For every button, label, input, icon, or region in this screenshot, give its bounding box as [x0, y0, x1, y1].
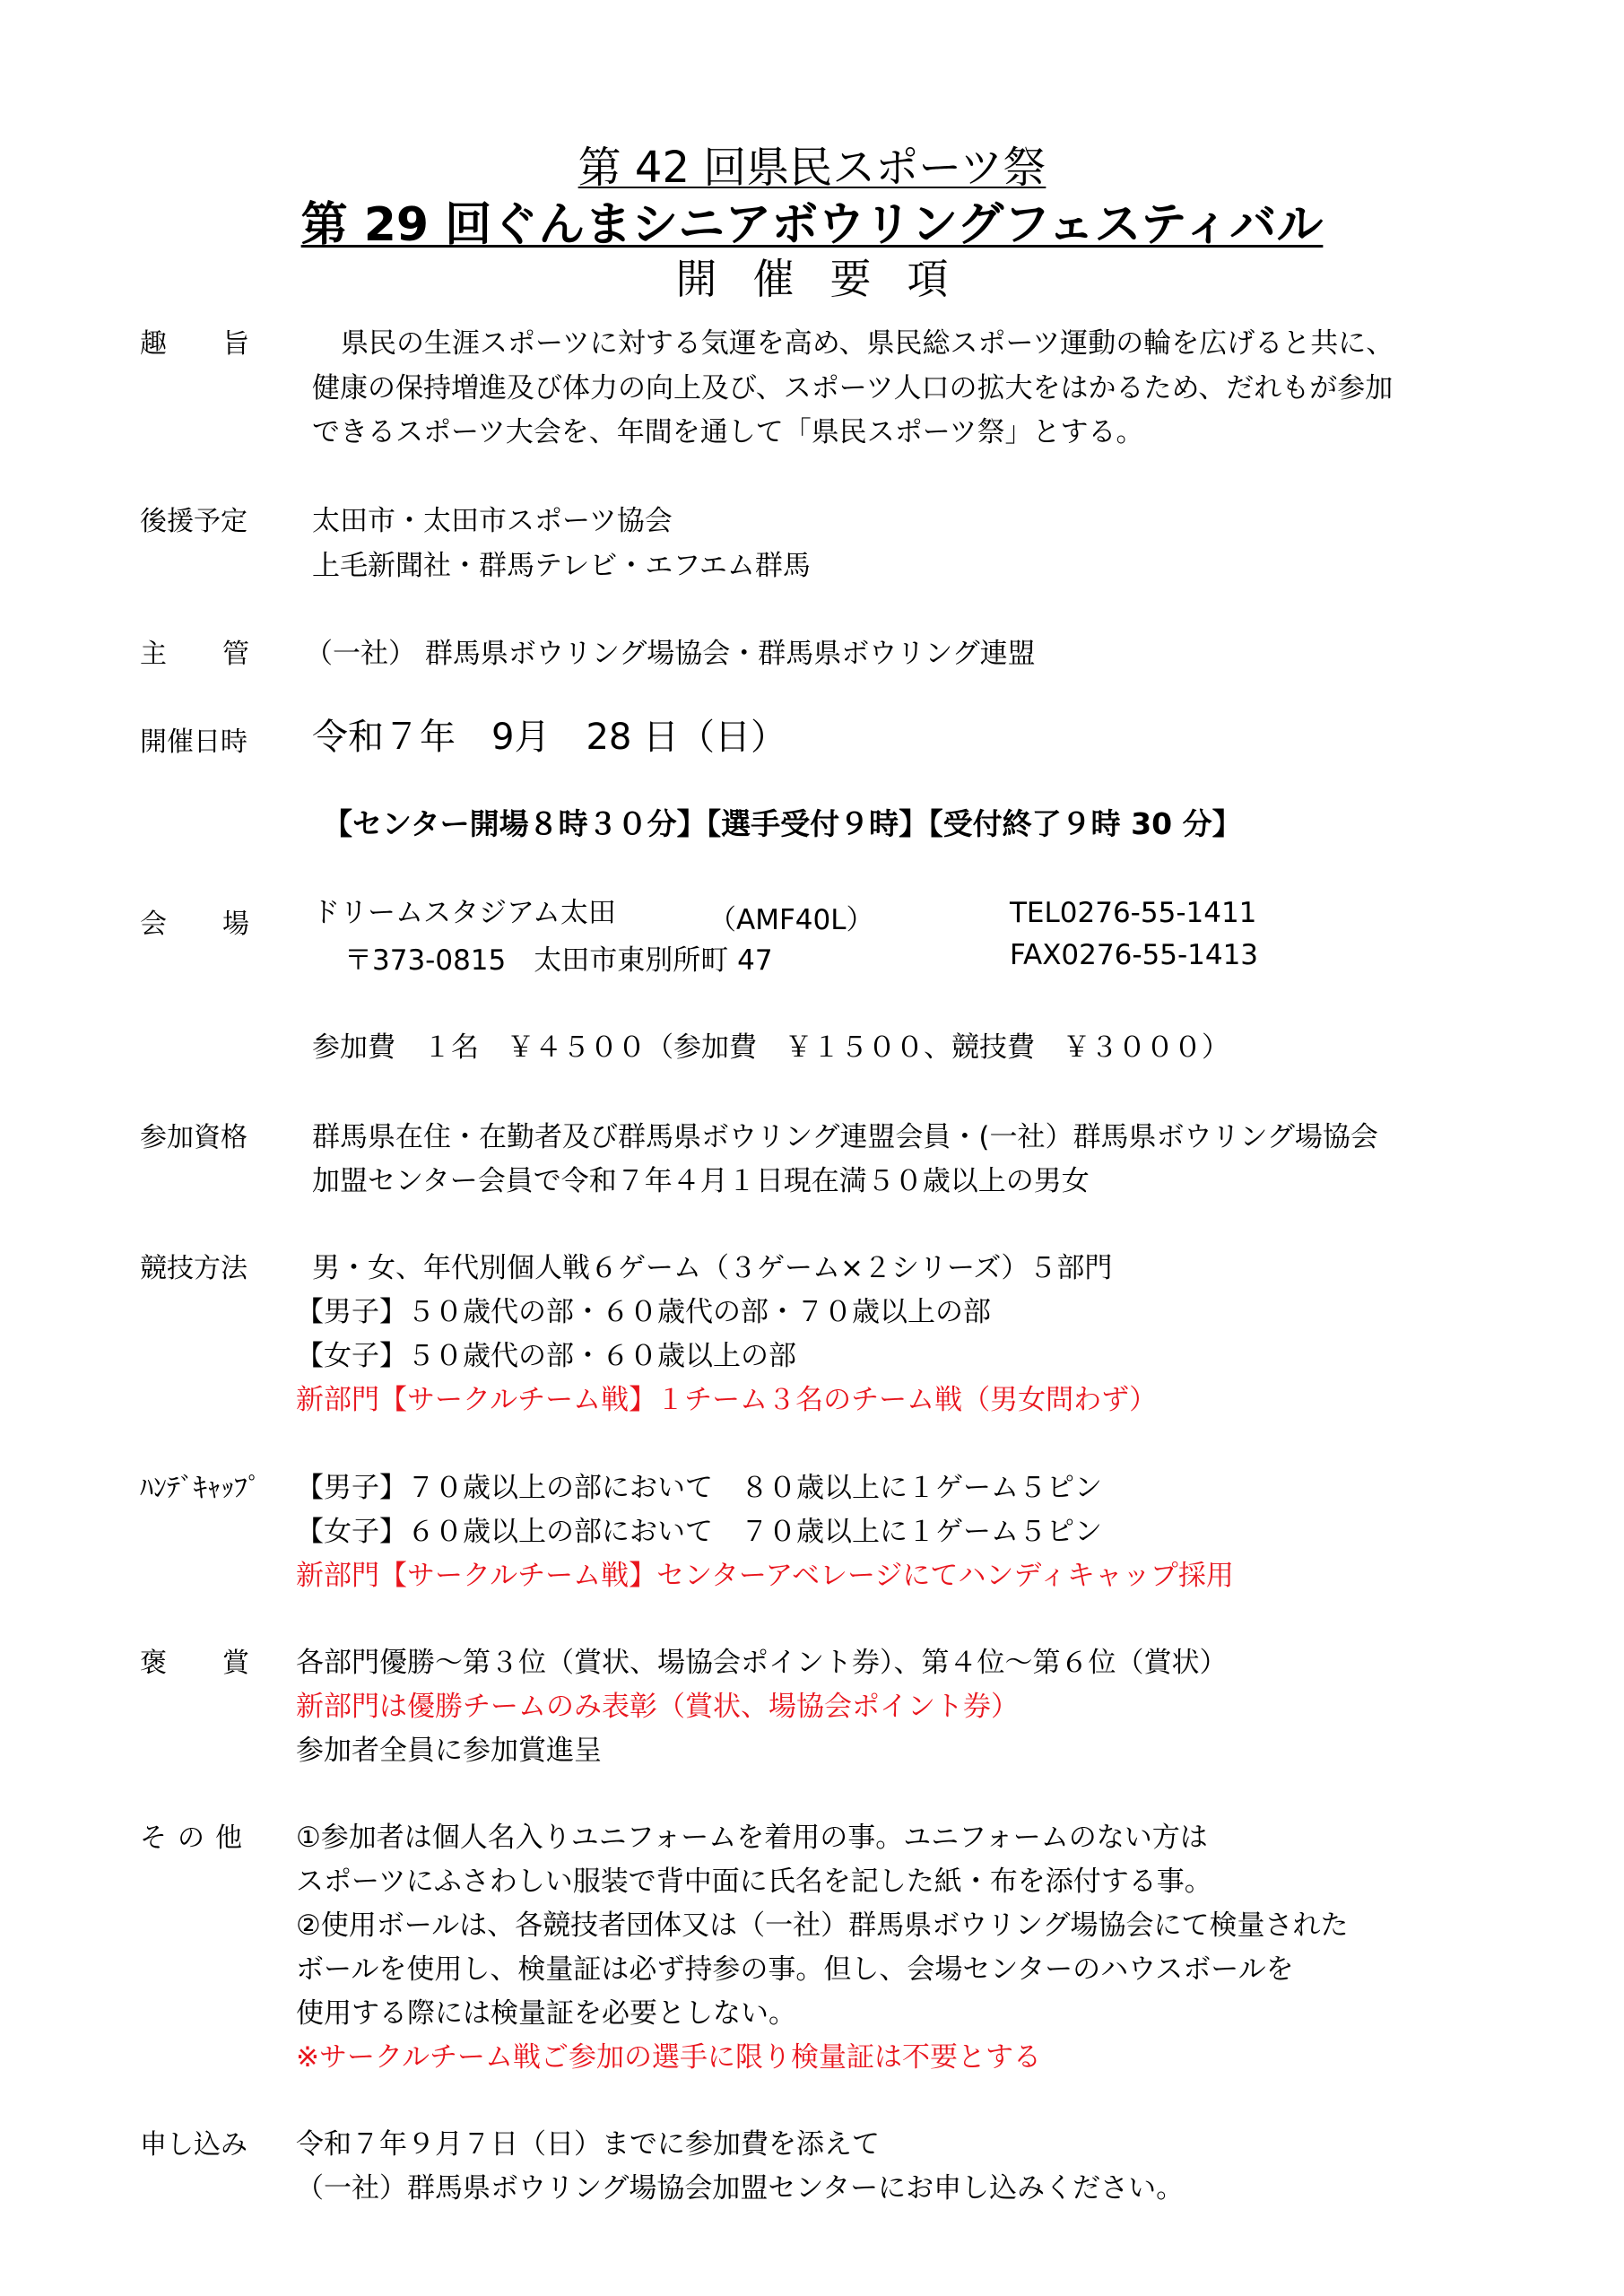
competition-new-division: 新部門【サークルチーム戦】１チーム３名のチーム戦（男女問わず） [296, 1384, 1158, 1416]
purpose-label: 趣旨 [140, 328, 305, 360]
other-line-1: ①参加者は個人名入りユニフォームを着用の事。ユニフォームのない方は [296, 1822, 1208, 1854]
venue-name: ドリームスタジアム太田 [312, 897, 616, 929]
support-line-1: 太田市・太田市スポーツ協会 [312, 505, 673, 537]
other-line-4: ボールを使用し、検量証は必ず持参の事。但し、会場センターのハウスボールを [296, 1953, 1294, 1986]
eligibility-label: 参加資格 [140, 1122, 248, 1153]
venue-fax: FAX0276-55-1413 [1010, 939, 1259, 971]
awards-new-division: 新部門は優勝チームのみ表彰（賞状、場協会ポイント券） [296, 1691, 1019, 1723]
date-label: 開催日時 [140, 726, 248, 758]
awards-line-3: 参加者全員に参加賞進呈 [296, 1735, 602, 1767]
purpose-line-2: 健康の保持増進及び体力の向上及び、スポーツ人口の拡大をはかるため、だれもが参加 [312, 372, 1394, 404]
guidelines-heading: 開催要項 [675, 255, 985, 303]
competition-line-3: 【女子】５０歳代の部・６０歳以上の部 [296, 1340, 796, 1372]
awards-line-1: 各部門優勝～第３位（賞状、場協会ポイント券）、第４位～第６位（賞状） [296, 1647, 1228, 1679]
purpose-line-1: 県民の生涯スポーツに対する気運を高め、県民総スポーツ運動の輪を広げると共に、 [341, 327, 1394, 360]
awards-label: 褒賞 [140, 1648, 305, 1679]
support-line-2: 上毛新聞社・群馬テレビ・エフエム群馬 [312, 550, 811, 582]
eligibility-line-2: 加盟センター会員で令和７年４月１日現在満５０歳以上の男女 [312, 1165, 1090, 1197]
application-line-2: （一社）群馬県ボウリング場協会加盟センターにお申し込みください。 [296, 2172, 1185, 2205]
event-schedule: 【センター開場８時３０分】【選手受付９時】【受付終了９時 30 分】 [323, 806, 1242, 841]
other-label: その他 [140, 1822, 253, 1854]
venue-address: 〒373-0815 太田市東別所町 47 [344, 944, 773, 977]
participation-fee: 参加費 １名 ￥４５００（参加費 ￥１５００、競技費 ￥３０００） [312, 1031, 1229, 1064]
event-title: 第 42 回県民スポーツ祭 [578, 143, 1046, 193]
organizer-text: （一社） 群馬県ボウリング場協会・群馬県ボウリング連盟 [305, 638, 1036, 670]
other-new-note: ※サークルチーム戦ご参加の選手に限り検量証は不要とする [296, 2041, 1042, 2074]
handicap-line-1: 【男子】７０歳以上の部において ８０歳以上に１ゲーム５ピン [296, 1472, 1102, 1504]
support-label: 後援予定 [140, 506, 248, 537]
handicap-line-2: 【女子】６０歳以上の部において ７０歳以上に１ゲーム５ピン [296, 1516, 1102, 1548]
festival-title: 第 29 回ぐんまシニアボウリングフェスティバル [300, 198, 1324, 252]
venue-label: 会場 [140, 909, 305, 940]
handicap-label: ﾊﾝﾃﾞｷｬｯﾌﾟ [140, 1473, 261, 1504]
other-line-3: ②使用ボールは、各競技者団体又は（一社）群馬県ボウリング場協会にて検量された [296, 1909, 1349, 1942]
eligibility-line-1: 群馬県在住・在勤者及び群馬県ボウリング連盟会員・(一社）群馬県ボウリング場協会 [312, 1121, 1378, 1153]
venue-tel: TEL0276-55-1411 [1010, 897, 1257, 929]
event-date: 令和７年 9月 28 日（日） [312, 717, 787, 758]
competition-label: 競技方法 [140, 1253, 248, 1284]
competition-line-2: 【男子】５０歳代の部・６０歳代の部・７０歳以上の部 [296, 1296, 991, 1328]
purpose-line-3: できるスポーツ大会を、年間を通して「県民スポーツ祭」とする。 [312, 416, 1144, 448]
application-line-1: 令和７年９月７日（日）までに参加費を添えて [296, 2128, 880, 2161]
other-line-5: 使用する際には検量証を必要としない。 [296, 1997, 796, 2030]
venue-lanes: （AMF40L） [708, 904, 874, 936]
application-label: 申し込み [140, 2129, 248, 2161]
organizer-label: 主管 [140, 639, 305, 670]
handicap-new-division: 新部門【サークルチーム戦】センターアベレージにてハンディキャップ採用 [296, 1560, 1234, 1592]
other-line-2: スポーツにふさわしい服装で背中面に氏名を記した紙・布を添付する事。 [296, 1866, 1212, 1898]
competition-line-1: 男・女、年代別個人戦６ゲーム（３ゲーム×２シリーズ）５部門 [312, 1252, 1113, 1284]
